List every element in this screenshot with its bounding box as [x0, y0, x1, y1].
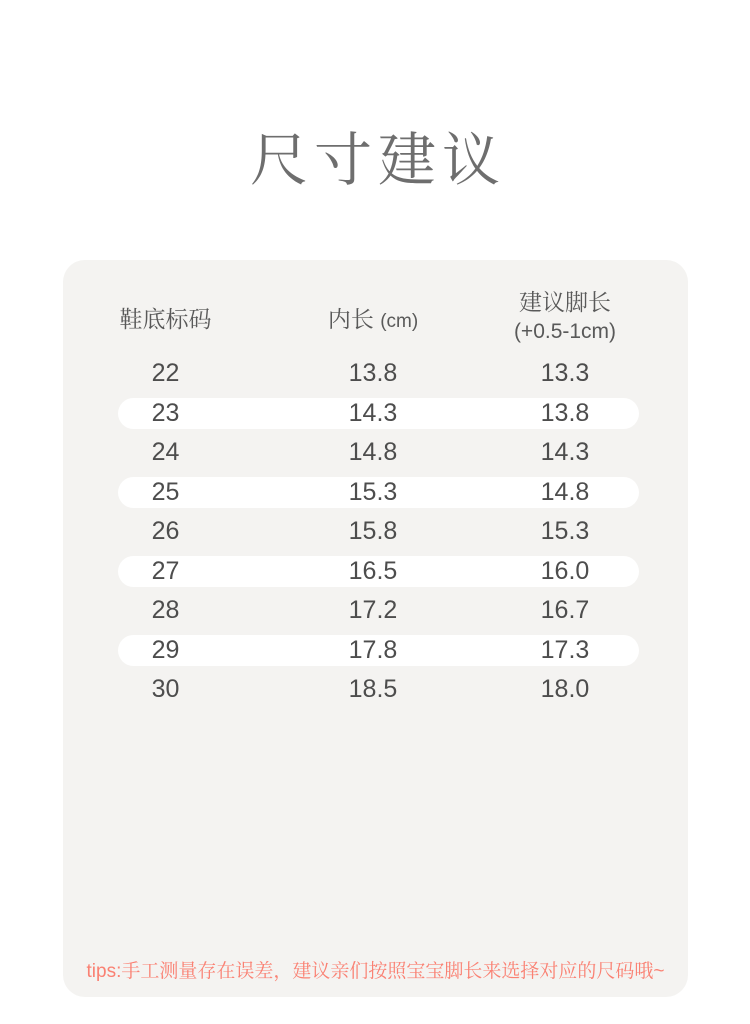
cell-size-code: 30 [151, 675, 180, 704]
cell-size-code: 27 [151, 556, 180, 585]
cell-suggested-foot-length: 14.8 [540, 477, 590, 506]
table-row [63, 433, 688, 473]
header-foot-length-line1: 建议脚长 [519, 289, 611, 315]
tips-note: tips:手工测量存在误差，建议亲们按照宝宝脚长来选择对应的尺码哦~ [86, 961, 665, 982]
cell-size-code: 24 [151, 438, 180, 467]
cell-size-code: 25 [151, 477, 180, 506]
table-row [63, 512, 688, 552]
header-foot-length [478, 288, 652, 346]
cell-suggested-foot-length: 18.0 [540, 675, 590, 704]
cell-suggested-foot-length: 16.0 [540, 556, 590, 585]
header-foot-length-line2: (+0.5-1cm) [513, 320, 617, 343]
cell-inner-length: 15.8 [348, 517, 398, 546]
table-header-row [63, 280, 688, 354]
cell-inner-length: 14.8 [348, 438, 398, 467]
header-inner-length-unit: (cm) [380, 310, 419, 332]
cell-size-code: 28 [151, 596, 180, 625]
header-inner-length-label: 内长 [327, 305, 374, 332]
table-row [63, 552, 688, 592]
cell-suggested-foot-length: 15.3 [540, 517, 590, 546]
cell-suggested-foot-length: 13.8 [540, 398, 590, 427]
table-body [63, 354, 688, 710]
cell-suggested-foot-length: 17.3 [540, 635, 590, 664]
cell-suggested-foot-length: 13.3 [540, 359, 590, 388]
cell-size-code: 22 [151, 359, 180, 388]
cell-inner-length: 16.5 [348, 556, 398, 585]
cell-suggested-foot-length: 16.7 [540, 596, 590, 625]
cell-inner-length: 18.5 [348, 675, 398, 704]
cell-inner-length: 15.3 [348, 477, 398, 506]
cell-size-code: 29 [151, 635, 180, 664]
table-row [63, 591, 688, 631]
cell-inner-length: 17.2 [348, 596, 398, 625]
table-row [63, 473, 688, 513]
size-table-panel [63, 260, 688, 997]
page-title: 尺寸建议 [249, 128, 506, 193]
header-size-code: 鞋底标码 [119, 305, 212, 332]
table-row [63, 354, 688, 394]
cell-inner-length: 14.3 [348, 398, 398, 427]
table-row [63, 670, 688, 710]
cell-inner-length: 13.8 [348, 359, 398, 388]
cell-suggested-foot-length: 14.3 [540, 438, 590, 467]
cell-size-code: 23 [151, 398, 180, 427]
cell-size-code: 26 [151, 517, 180, 546]
cell-inner-length: 17.8 [348, 635, 398, 664]
header-inner-length [268, 301, 478, 334]
table-row [63, 631, 688, 671]
table-row [63, 394, 688, 434]
